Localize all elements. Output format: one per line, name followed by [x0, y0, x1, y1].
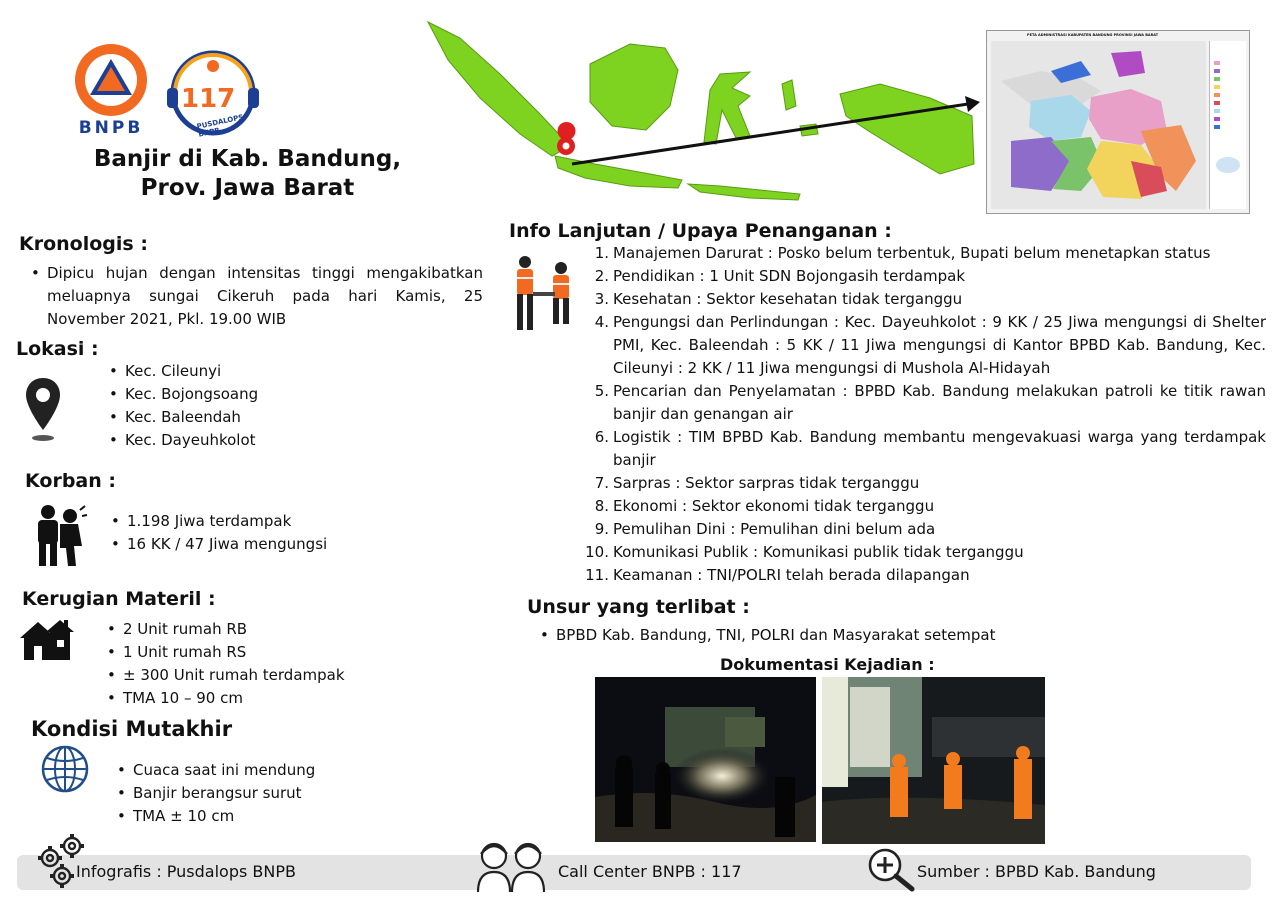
- korban-item: • 1.198 Jiwa terdampak: [105, 510, 327, 533]
- info-item: 4. Pengungsi dan Perlindungan : Kec. Dayeuhkolot : 9 KK / 25 Jiwa mengungsi di Shelter PMI, Kec. Baleendah : 5 KK / 11 Jiwa mengungsi di Kantor BPBD Kab. Bandung, Kec. Cileunyi : 2 KK / 11 Jiwa mengungsi di Mushola Al-Hidayah: [594, 313, 1266, 377]
- lokasi-list: [103, 360, 258, 452]
- bnpb-logo-text: BNPB: [78, 118, 144, 138]
- kondisi-list: [111, 759, 315, 828]
- info-item: 6. Logistik : TIM BPBD Kab. Bandung membantu mengevakuasi warga yang terdampak banjir: [594, 428, 1266, 469]
- korban-heading: Korban :: [25, 470, 116, 492]
- footer-infografis: Infografis : Pusdalops BNPB: [76, 862, 296, 881]
- pusdalops-logo-number: 117: [181, 84, 236, 114]
- indonesia-map: [420, 14, 980, 204]
- page-title-line1: Banjir di Kab. Bandung,: [93, 146, 402, 172]
- unsur-item: • BPBD Kab. Bandung, TNI, POLRI dan Masyarakat setempat: [534, 624, 996, 647]
- footer-sumber: Sumber : BPBD Kab. Bandung: [917, 862, 1156, 881]
- korban-list: [105, 510, 327, 556]
- kerugian-item: • 2 Unit rumah RB: [101, 618, 345, 641]
- pusdalops-logo: [163, 48, 263, 138]
- info-item: 8. Ekonomi : Sektor ekonomi tidak terganggu: [594, 497, 935, 515]
- unsur-list: [534, 624, 996, 647]
- rescue-team-photo-icon: [822, 677, 1045, 844]
- damaged-house-icon: [18, 616, 74, 662]
- call-center-operators-icon: [472, 838, 552, 894]
- gears-icon: [36, 832, 92, 890]
- kerugian-list: [101, 618, 345, 710]
- bandung-map-inset: [986, 30, 1250, 214]
- kondisi-item: • Banjir berangsur surut: [111, 782, 315, 805]
- location-pin-icon: [24, 376, 62, 444]
- magnifier-plus-icon: [866, 846, 916, 892]
- lokasi-item: • Kec. Cileunyi: [103, 360, 258, 383]
- page-title: [60, 145, 435, 203]
- victims-people-icon: [30, 502, 88, 568]
- rescue-team-icon: [505, 254, 579, 336]
- page-title-line2: Prov. Jawa Barat: [140, 175, 355, 201]
- info-item: 5. Pencarian dan Penyelamatan : BPBD Kab. Bandung melakukan patroli ke titik rawan banjir dan genangan air: [594, 382, 1266, 423]
- info-item: 10. Komunikasi Publik : Komunikasi publik tidak terganggu: [585, 543, 1024, 561]
- kerugian-item: • ± 300 Unit rumah terdampak: [101, 664, 345, 687]
- kondisi-heading: Kondisi Mutakhir: [31, 717, 233, 741]
- lokasi-item: • Kec. Dayeuhkolot: [103, 429, 258, 452]
- kerugian-item: • TMA 10 – 90 cm: [101, 687, 345, 710]
- kondisi-item: • TMA ± 10 cm: [111, 805, 315, 828]
- unsur-heading: Unsur yang terlibat :: [527, 596, 750, 618]
- info-heading: Info Lanjutan / Upaya Penanganan :: [509, 220, 892, 242]
- info-item: 7. Sarpras : Sektor sarpras tidak terganggu: [594, 474, 920, 492]
- info-item: 3. Kesehatan : Sektor kesehatan tidak terganggu: [594, 290, 963, 308]
- lokasi-item: • Kec. Baleendah: [103, 406, 258, 429]
- documentation-photo-1: [595, 677, 816, 842]
- indonesia-map-icon: [420, 14, 980, 204]
- info-item: 9. Pemulihan Dini : Pemulihan dini belum ada: [594, 520, 936, 538]
- kronologis-item: • Dipicu hujan dengan intensitas tinggi mengakibatkan meluapnya sungai Cikeruh pada hari Kamis, 25 November 2021, Pkl. 19.00 WIB: [25, 262, 483, 331]
- bandung-map-legend: [1209, 41, 1246, 209]
- korban-item: • 16 KK / 47 Jiwa mengungsi: [105, 533, 327, 556]
- map-legend-icon: [1210, 41, 1246, 209]
- lokasi-heading: Lokasi :: [16, 338, 99, 360]
- kronologis-list: [25, 262, 483, 331]
- pusdalops-logo-text: PUSDALOPS BNPB: [196, 113, 245, 139]
- kronologis-heading: Kronologis :: [19, 233, 148, 255]
- kerugian-item: • 1 Unit rumah RS: [101, 641, 345, 664]
- documentation-photo-2: [822, 677, 1045, 844]
- info-list: [585, 242, 1266, 587]
- info-item: 1. Manajemen Darurat : Posko belum terbentuk, Bupati belum menetapkan status: [594, 244, 1211, 262]
- kondisi-item: • Cuaca saat ini mendung: [111, 759, 315, 782]
- footer-bar: [17, 855, 1251, 890]
- dokumentasi-heading: Dokumentasi Kejadian :: [720, 655, 935, 674]
- bnpb-logo: [70, 42, 152, 138]
- bandung-districts-icon: [991, 41, 1206, 209]
- info-item: 11. Keamanan : TNI/POLRI telah berada dilapangan: [585, 566, 970, 584]
- info-item: 2. Pendidikan : 1 Unit SDN Bojongasih terdampak: [594, 267, 966, 285]
- globe-icon: [40, 744, 90, 794]
- kerugian-heading: Kerugian Materil :: [22, 588, 216, 610]
- night-flood-photo-icon: [595, 677, 816, 842]
- footer-call-center: Call Center BNPB : 117: [558, 862, 742, 881]
- bandung-map-title: PETA ADMINISTRASI KABUPATEN BANDUNG PROVINSI JAWA BARAT: [1027, 33, 1159, 37]
- lokasi-item: • Kec. Bojongsoang: [103, 383, 258, 406]
